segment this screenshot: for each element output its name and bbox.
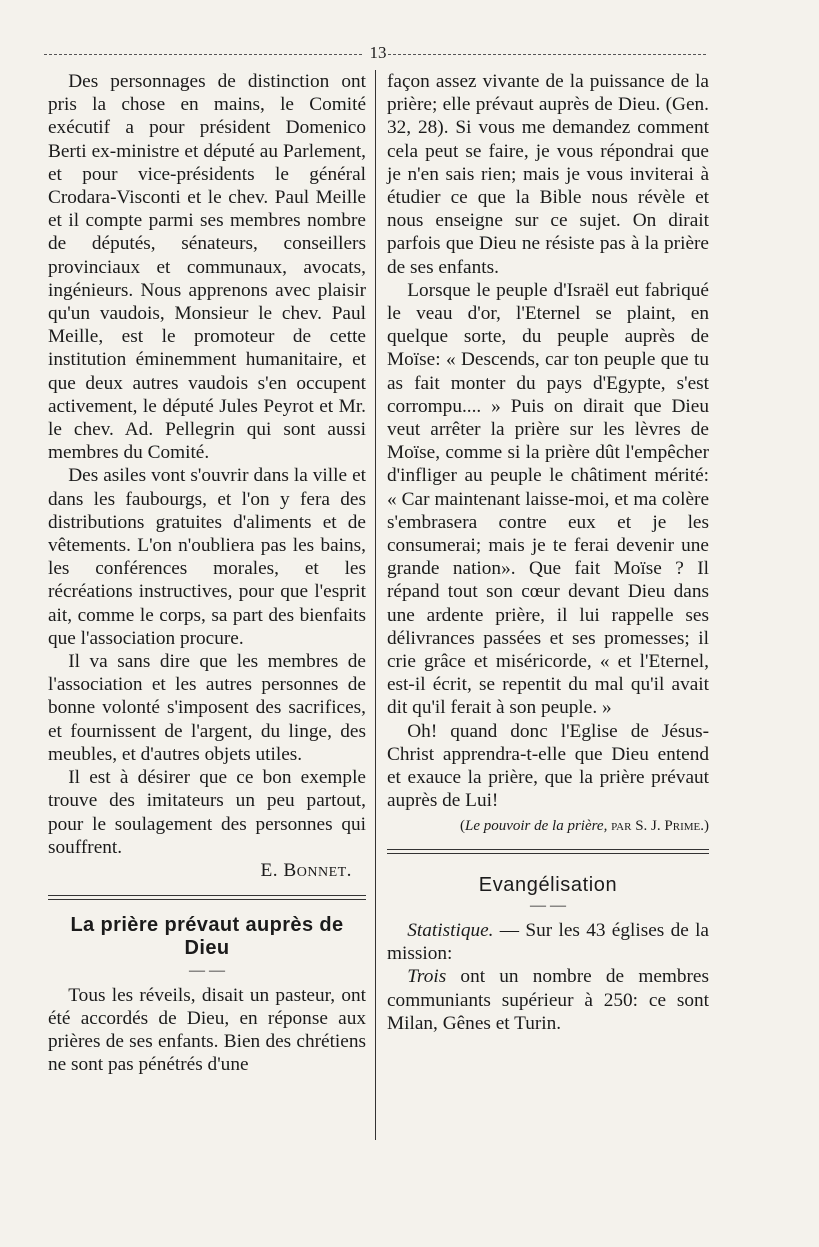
- column-divider: [375, 70, 376, 1140]
- citation-author: par S. J. Prime.: [611, 817, 704, 834]
- page-header: [44, 43, 706, 65]
- citation: (Le pouvoir de la prière, par S. J. Prime.): [459, 817, 709, 834]
- trois-label: Trois: [407, 966, 447, 988]
- paragraph: Des asiles vont s'ouvrir dans la ville et dans les faubourgs, et l'on y fera des distributions gratuites d'aliments et de vêtements. L'on n'oubliera pas les bains, les conférences morales, et les récréations instructives, pour que l'esprit ait, comme le corps, sa part des bienfaits que l'association procure.: [48, 465, 366, 649]
- paragraph: Tous les réveils, disait un pasteur, ont été accordés de Dieu, en réponse aux prières de ses enfants. Bien des chrétiens ne sont pas pénétrés d'une: [48, 984, 366, 1076]
- paragraph: Lorsque le peuple d'Israël eut fabriqué le veau d'or, l'Eternel se plaint, en quelque sorte, du peuple auprès de Moïse: « Descends, car ton peuple que tu as fait monter du pays d'Egypte, s'est corrompu.... » Puis on dirait que Dieu veut arrêter la prière sur les lèvres de Moïse, comme si la prière dût l'empêcher d'infliger au peuple le châtiment mérité: « Car maintenant laisse-moi, et ma colère s'embrasera contre eux et je les consumerai; mais je te ferai devenir une grande nation». Que fait Moïse ? Il répand tout son cœur devant Dieu dans une ardente prière, il lui rappelle ses délivrances passées et ses promesses; il crie grâce et miséricorde, « et l'Eternel, est-il écrit, se repentit du mal qu'il avait dit qu'il ferait à son peuple. »: [387, 279, 709, 719]
- paragraph: Il va sans dire que les membres de l'association et les autres personnes de bonne volonté s'imposent des sacrifices, et fournissent de l'argent, du linge, des meubles, et d'autres objets utiles.: [48, 651, 366, 765]
- left-column: [48, 70, 366, 1076]
- section-divider: [48, 895, 366, 900]
- paragraph: Il est à désirer que ce bon exemple trouve des imitateurs un peu partout, pour le soulagement des personnes qui souffrent.: [48, 767, 366, 858]
- citation-title: Le pouvoir de la prière,: [464, 817, 608, 834]
- title-dash: — —: [530, 896, 566, 914]
- stat-label: Statistique.: [407, 919, 494, 941]
- paragraph: Des personnages de distinction ont pris la chose en mains, le Comité exécutif a pour président Domenico Berti ex-ministre et député au Parlement, et pour vice-présidents le général Crodara-Visconti et le chev. Paul Meille et il compte parmi ses membres nombre de députés, sénateurs, conseillers provinciaux et communaux, avocats, ingénieurs. Nous apprenons avec plaisir qu'un vaudois, Monsieur le chev. Paul Meille, est le promoteur de cette institution éminemment humanitaire, et que deux autres vaudois s'en occupent activement, le député Jules Peyrot et Mr. le chev. Ad. Pellegrin qui sont aussi membres du Comité.: [48, 71, 366, 464]
- header-rule-right: [388, 54, 706, 55]
- article-signature: E. Bonnet.: [260, 859, 352, 881]
- stat-text: — Sur les 43 églises de la mission:: [387, 919, 709, 965]
- header-rule-left: [44, 54, 362, 55]
- trois-text: ont un nombre de membres communiants supérieur à 250: ce sont Milan, Gênes et Turin.: [387, 966, 709, 1034]
- section-divider: [387, 849, 709, 854]
- page-number: 13: [369, 43, 387, 62]
- paragraph: [387, 919, 709, 965]
- right-column: [387, 70, 709, 1035]
- paragraph: façon assez vivante de la puissance de la prière; elle prévaut auprès de Dieu. (Gen. 32, 28). Si vous me demandez comment cela peut se faire, je vous répondrai que je n'en sais rien; mais je vous inviterai à étudier ce que la Bible nous révèle et nous enseigne sur ce sujet. On dirait parfois que Dieu ne résiste pas à la prière de ses enfants.: [387, 71, 709, 278]
- title-dash: — —: [189, 961, 225, 979]
- article-title: La prière prévaut auprès de Dieu: [70, 914, 344, 960]
- paragraph: [387, 965, 709, 1035]
- section-title: Evangélisation: [478, 873, 618, 896]
- paragraph: Oh! quand donc l'Eglise de Jésus-Christ apprendra-t-elle que Dieu entend et exauce la prière, que la prière prévaut auprès de Lui!: [387, 720, 709, 812]
